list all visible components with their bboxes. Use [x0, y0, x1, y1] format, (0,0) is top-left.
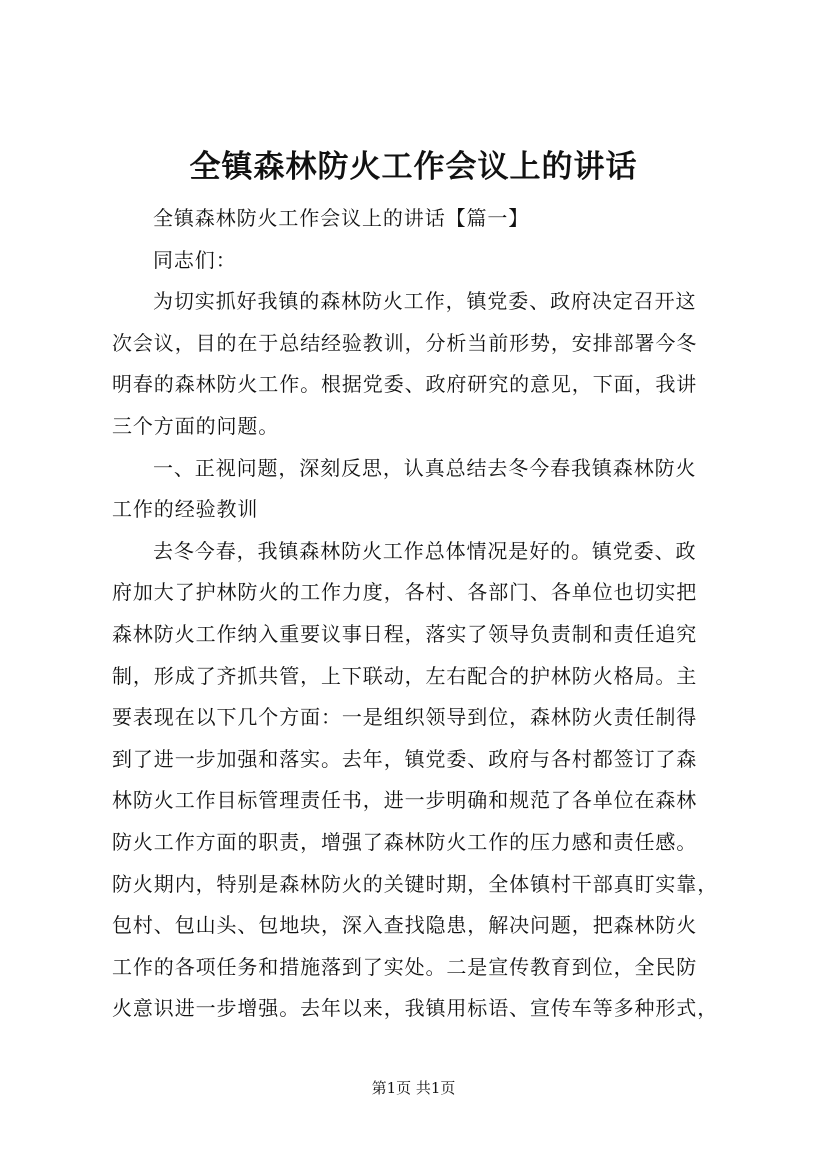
document-title: 全镇森林防火工作会议上的讲话 [189, 149, 638, 185]
body-line: 森林防火工作纳入重要议事日程，落实了领导负责制和责任追究 [112, 621, 698, 646]
body-line: 同志们： [153, 247, 237, 272]
body-line: 去冬今春，我镇森林防火工作总体情况是好的。镇党委、政 [153, 538, 697, 563]
document-body [112, 198, 732, 1030]
body-line: 三个方面的问题。 [112, 413, 280, 438]
body-line: 林防火工作目标管理责任书，进一步明确和规范了各单位在森林 [112, 788, 698, 813]
body-line: 到了进一步加强和落实。去年，镇党委、政府与各村都签订了森 [112, 746, 698, 771]
body-line: 制，形成了齐抓共管，上下联动，左右配合的护林防火格局。主 [112, 663, 698, 688]
body-line: 工作的经验教训 [112, 497, 259, 522]
body-line: 包村、包山头、包地块，深入查找隐患，解决问题，把森林防火 [112, 913, 698, 938]
body-line: 火意识进一步增强。去年以来，我镇用标语、宣传车等多种形式， [112, 996, 719, 1021]
body-line: 为切实抓好我镇的森林防火工作，镇党委、政府决定召开这 [153, 289, 697, 314]
page-number-footer: 第1页 共1页 [371, 1079, 456, 1097]
body-line: 全镇森林防火工作会议上的讲话【篇一】 [153, 206, 530, 230]
body-line: 府加大了护林防火的工作力度，各村、各部门、各单位也切实把 [112, 580, 698, 605]
body-line: 一、正视问题，深刻反思，认真总结去冬今春我镇森林防火 [153, 455, 697, 480]
body-line: 次会议，目的在于总结经验教训，分析当前形势，安排部署今冬 [112, 330, 698, 355]
body-line: 要表现在以下几个方面：一是组织领导到位，森林防火责任制得 [112, 705, 698, 730]
body-line: 防火工作方面的职责，增强了森林防火工作的压力感和责任感。 [112, 829, 698, 854]
body-line: 明春的森林防火工作。根据党委、政府研究的意见，下面，我讲 [112, 372, 698, 397]
body-line: 防火期内，特别是森林防火的关键时期，全体镇村干部真盯实靠， [112, 871, 719, 896]
body-line: 工作的各项任务和措施落到了实处。二是宣传教育到位，全民防 [112, 954, 698, 979]
